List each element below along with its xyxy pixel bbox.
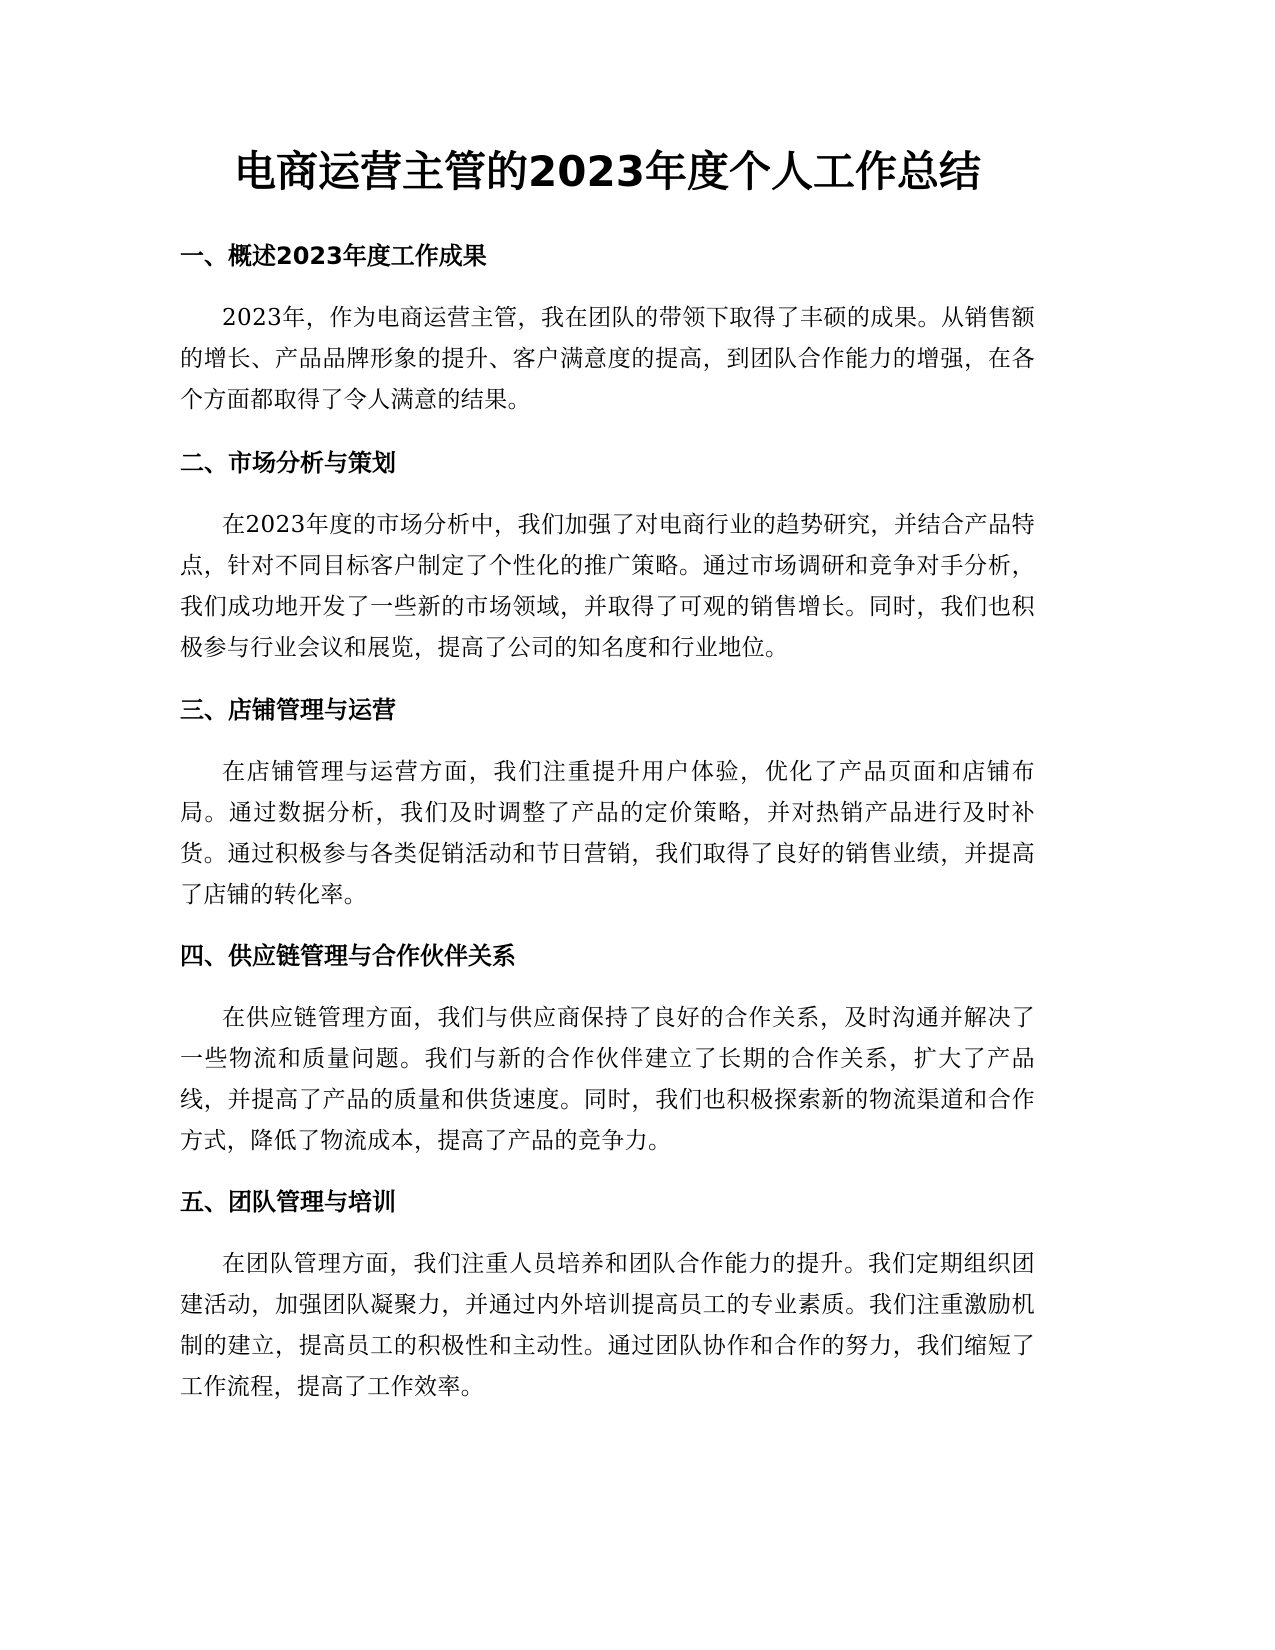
page-title: 电商运营主管的2023年度个人工作总结 bbox=[234, 147, 981, 196]
section-heading: 三、店铺管理与运营 bbox=[180, 696, 396, 724]
section-paragraph: 在店铺管理与运营方面，我们注重提升用户体验，优化了产品页面和店铺布局。通过数据分析，我们及时调整了产品的定价策略，并对热销产品进行及时补货。通过积极参与各类促销活动和节日营销，我们取得了良好的销售业绩，并提高了店铺的转化率。 bbox=[180, 759, 1035, 908]
section-supply-chain bbox=[180, 940, 1035, 1162]
section-paragraph: 在团队管理方面，我们注重人员培养和团队合作能力的提升。我们定期组织团建活动，加强团队凝聚力，并通过内外培训提高员工的专业素质。我们注重激励机制的建立，提高员工的积极性和主动性。通过团队协作和合作的努力，我们缩短了工作流程，提高了工作效率。 bbox=[180, 1251, 1035, 1400]
section-team-management bbox=[180, 1186, 1035, 1408]
section-paragraph: 在供应链管理方面，我们与供应商保持了良好的合作关系，及时沟通并解决了一些物流和质量问题。我们与新的合作伙伴建立了长期的合作关系，扩大了产品线，并提高了产品的质量和供货速度。同时，我们也积极探索新的物流渠道和合作方式，降低了物流成本，提高了产品的竞争力。 bbox=[180, 1005, 1035, 1154]
section-heading: 一、概述2023年度工作成果 bbox=[180, 242, 487, 270]
section-paragraph: 2023年，作为电商运营主管，我在团队的带领下取得了丰硕的成果。从销售额的增长、产品品牌形象的提升、客户满意度的提高，到团队合作能力的增强，在各个方面都取得了令人满意的结果。 bbox=[180, 305, 1035, 413]
section-heading: 五、团队管理与培训 bbox=[180, 1188, 396, 1216]
section-paragraph: 在2023年度的市场分析中，我们加强了对电商行业的趋势研究，并结合产品特点，针对不同目标客户制定了个性化的推广策略。通过市场调研和竞争对手分析，我们成功地开发了一些新的市场领域，并取得了可观的销售增长。同时，我们也积极参与行业会议和展览，提高了公司的知名度和行业地位。 bbox=[180, 512, 1035, 661]
section-overview bbox=[180, 240, 1035, 421]
section-heading: 二、市场分析与策划 bbox=[180, 449, 396, 477]
section-store-operations bbox=[180, 694, 1035, 916]
section-market-analysis bbox=[180, 447, 1035, 669]
section-heading: 四、供应链管理与合作伙伴关系 bbox=[180, 942, 516, 970]
